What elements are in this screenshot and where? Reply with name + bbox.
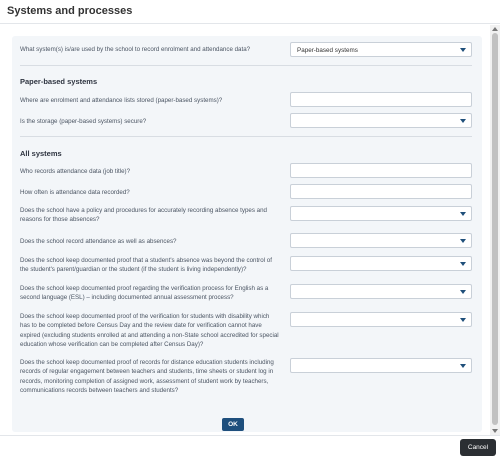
- chevron-down-icon: [460, 290, 466, 294]
- question-row: [20, 163, 474, 179]
- record-attendance-select[interactable]: [290, 233, 472, 248]
- question-row: [20, 284, 474, 306]
- dialog-body[interactable]: [0, 25, 500, 435]
- recorder-job-title-input[interactable]: [290, 163, 472, 178]
- chevron-down-icon: [460, 119, 466, 123]
- question-row: [20, 358, 474, 398]
- chevron-down-icon: [460, 239, 466, 243]
- chevron-down-icon: [460, 48, 466, 52]
- question-label: Does the school keep documented proof regarding the verification process for English as a second language (ESL) – including documented annual assessment process?: [20, 285, 269, 302]
- absence-policy-select[interactable]: [290, 206, 472, 221]
- question-label: What system(s) is/are used by the school to record enrolment and attendance data?: [20, 46, 251, 53]
- chevron-down-icon: [460, 262, 466, 266]
- select-value: Paper-based systems: [297, 46, 358, 54]
- scroll-up-icon[interactable]: [492, 27, 498, 31]
- section-title-paper: Paper-based systems: [20, 77, 98, 86]
- dialog-footer: [0, 435, 500, 460]
- question-label: Does the school keep documented proof of the verification for students with disability which has to be completed before Census Day and the review date for verification cannot have expired (excluding students enrolled at and attending a non-State school accredited for special education whose verification can be completed after Census Day)?: [20, 313, 279, 348]
- question-row: [20, 312, 474, 352]
- ok-button[interactable]: OK: [222, 418, 244, 431]
- chevron-down-icon: [460, 364, 466, 368]
- question-row: [20, 256, 474, 278]
- dialog-title: Systems and processes: [7, 5, 133, 17]
- question-row: [20, 113, 474, 129]
- question-row-system: [20, 42, 474, 58]
- cancel-button[interactable]: Cancel: [460, 439, 496, 456]
- question-label: Does the school record attendance as well as absences?: [20, 238, 177, 245]
- section-divider: [20, 136, 472, 137]
- recording-frequency-input[interactable]: [290, 184, 472, 199]
- question-label: Is the storage (paper-based systems) secure?: [20, 118, 147, 125]
- form-panel: [12, 36, 482, 432]
- scroll-down-icon[interactable]: [492, 429, 498, 433]
- question-row: [20, 206, 474, 228]
- esl-verification-select[interactable]: [290, 284, 472, 299]
- section-divider: [20, 65, 472, 66]
- question-label: Does the school have a policy and procedures for accurately recording absence types and reasons for those absences?: [20, 207, 267, 224]
- question-row: [20, 92, 474, 108]
- chevron-down-icon: [460, 318, 466, 322]
- system-select[interactable]: [290, 42, 472, 57]
- question-label: Who records attendance data (job title)?: [20, 168, 131, 175]
- dialog-titlebar: [0, 0, 500, 24]
- question-label: Does the school keep documented proof of records for distance education students including records of regular engagement between teachers and students, time sheets or student log in records, monitoring completion of assigned work, assessment of student work by teachers, communications records between teachers and students?: [20, 359, 274, 394]
- scrollbar-thumb[interactable]: [492, 33, 498, 425]
- question-label: How often is attendance data recorded?: [20, 189, 130, 196]
- section-title-all: All systems: [20, 149, 62, 158]
- question-label: Does the school keep documented proof that a student's absence was beyond the control of the student's parent/guardian or the student (if the student is living independently)?: [20, 257, 272, 274]
- question-row: [20, 233, 474, 249]
- distance-education-select[interactable]: [290, 358, 472, 373]
- absence-proof-select[interactable]: [290, 256, 472, 271]
- question-row: [20, 184, 474, 200]
- vertical-scrollbar[interactable]: [490, 25, 500, 435]
- storage-location-input[interactable]: [290, 92, 472, 107]
- storage-secure-select[interactable]: [290, 113, 472, 128]
- question-label: Where are enrolment and attendance lists stored (paper-based systems)?: [20, 97, 223, 104]
- chevron-down-icon: [460, 212, 466, 216]
- disability-verification-select[interactable]: [290, 312, 472, 327]
